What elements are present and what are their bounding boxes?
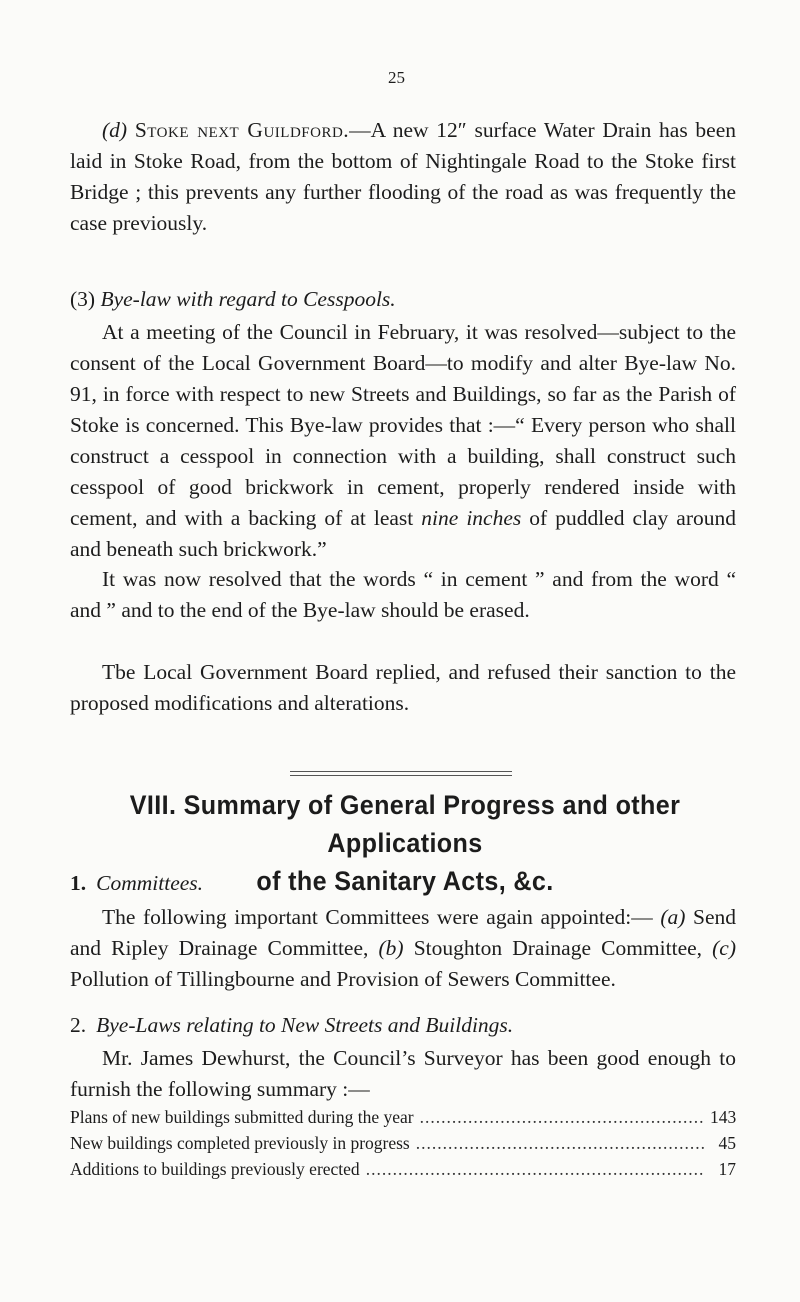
summary-value: 17: [718, 1159, 736, 1179]
heading-number: (3): [70, 287, 96, 311]
place-name: Stoke next Guildford.: [134, 118, 350, 142]
summary-list: [70, 1104, 736, 1182]
paragraph-surveyor: [70, 1043, 736, 1105]
section-divider: [290, 771, 512, 779]
committee-c-label: (c): [712, 936, 737, 960]
summary-value: 45: [718, 1133, 736, 1153]
summary-value: 143: [710, 1107, 737, 1127]
paragraph-committees: [70, 902, 736, 995]
committee-b-label: (b): [378, 936, 404, 960]
summary-row: [70, 1156, 736, 1182]
summary-row: [70, 1104, 736, 1130]
section-title-line1: VIII. Summary of General Progress and other Applications: [129, 790, 681, 858]
committee-b-text: Stoughton Drainage Committee,: [413, 936, 703, 960]
bye-laws-heading: [70, 1010, 513, 1041]
summary-label: New buildings completed previously in progress: [70, 1133, 410, 1153]
committees-title: Committees.: [96, 871, 204, 895]
paragraph-stoke-drain: [70, 115, 736, 239]
meeting-text: At a meeting of the Council in February, it was resolved—subject to the consent of the Local Government Board—to modify and alter Bye-law No. 91, in force with respect to new Streets and Buildings, so far as the Parish of Stoke is concerned. This Bye-law provides that :—“ Every person who shall construct a cesspool in connection with a building, shall construct such cesspool of good brickwork in cement, properly rendered inside with cement, and with a backing of at least: [70, 320, 736, 530]
committee-a-text: Send and Ripley Drainage Committee,: [70, 905, 737, 960]
leader-dots: [420, 1104, 704, 1130]
resolved-text: It was now resolved that the words “ in cement ” and from the word “ and ” and to the end of the Bye-law should be erased.: [70, 567, 736, 622]
leader-dots: [416, 1130, 704, 1156]
bye-law-heading: [70, 284, 396, 315]
heading-title: Bye-law with regard to Cesspools.: [100, 287, 396, 311]
meeting-text-end: of puddled clay around and beneath such brickwork.”: [70, 506, 736, 561]
meeting-emphasis: nine inches: [421, 506, 522, 530]
section-title-line2: of the Sanitary Acts, &c.: [256, 866, 554, 896]
committees-heading: [70, 868, 203, 899]
committees-number: 1.: [70, 871, 87, 895]
leader-dots: [366, 1156, 704, 1182]
para-label: (d): [102, 118, 128, 142]
lgb-text: Tbe Local Government Board replied, and refused their sanction to the proposed modifications and alterations.: [70, 660, 736, 715]
committees-intro: The following important Committees were again appointed:—: [102, 905, 653, 929]
para-text: —A new 12″ surface Water Drain has been laid in Stoke Road, from the bottom of Nightingale Road to the Stoke first Bridge ; this prevents any further flooding of the road as was frequently the case previously.: [70, 118, 737, 235]
paragraph-meeting: [70, 317, 736, 565]
bye-laws-number: 2.: [70, 1013, 87, 1037]
paragraph-lgb-reply: [70, 657, 736, 719]
summary-label: Plans of new buildings submitted during the year: [70, 1107, 414, 1127]
paragraph-resolved: [70, 564, 736, 626]
page-number: 25: [388, 68, 405, 87]
committee-a-label: (a): [660, 905, 686, 929]
summary-row: [70, 1130, 736, 1156]
surveyor-text: Mr. James Dewhurst, the Council’s Surveyor has been good enough to furnish the following summary :—: [70, 1046, 736, 1101]
summary-label: Additions to buildings previously erected: [70, 1159, 360, 1179]
committee-c-text: Pollution of Tillingbourne and Provision of Sewers Committee.: [70, 967, 616, 991]
bye-laws-title: Bye-Laws relating to New Streets and Buildings.: [96, 1013, 514, 1037]
